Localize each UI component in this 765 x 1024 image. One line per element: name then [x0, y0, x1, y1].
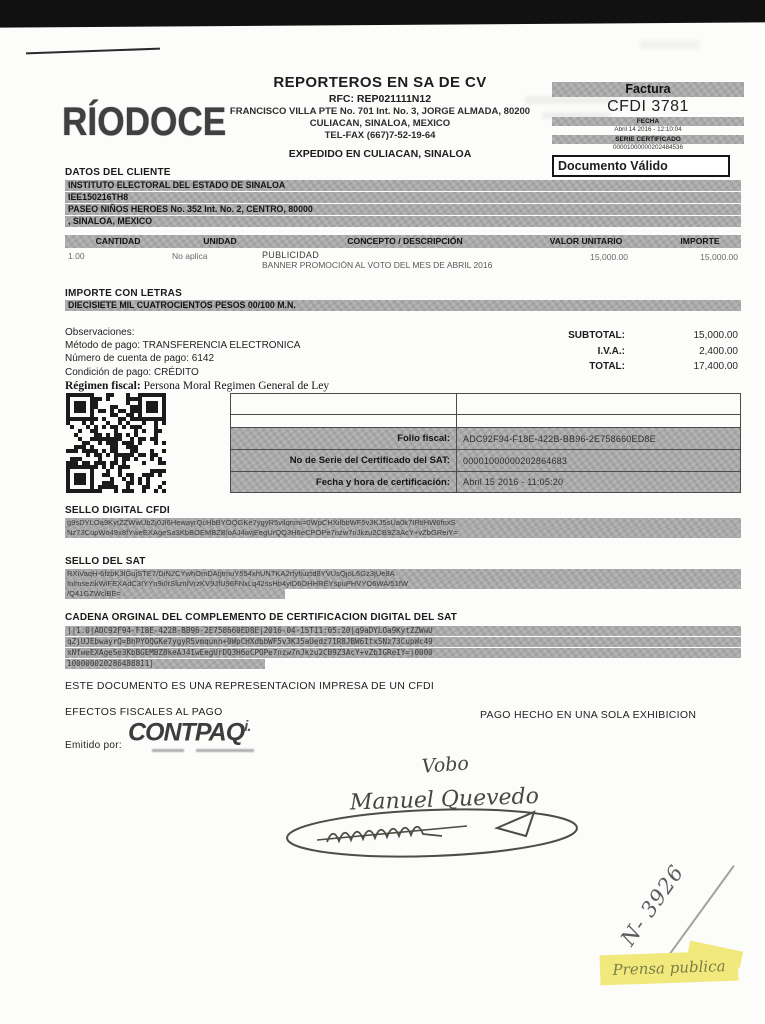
scanner-black-band	[0, 0, 765, 28]
cert-row-folio	[231, 428, 740, 450]
fecha-value: Abril 14 2016 - 12:10:04	[614, 126, 682, 133]
cadena-title: CADENA ORGINAL DEL COMPLEMENTO DE CERTIFICACION DIGITAL DEL SAT	[65, 612, 458, 623]
subtotal-label: SUBTOTAL:	[568, 330, 625, 341]
expedido-line: EXPEDIDO EN CULIACAN, SINALOA	[288, 148, 472, 160]
sello-sat-line: RXiVaqH-6fzbK3lGujSTE7/DiN2CYwhOmDAtjtmuY554xhUNTKA2rfyfiuztd8YVUsQjoL6Gz3jUe8A	[65, 569, 741, 579]
contpaq-tagline-smudge	[196, 749, 254, 752]
totales-values	[630, 328, 738, 375]
sello-cfdi-line: Nz73CupWo49x8fYweEXAgeSa3KbBOEMBZBloAJ4iwjEegUrQQ3H6eCPOPe7nzw7riJkzu2CB9Z3AcY+vZbGReiY=	[65, 528, 741, 538]
cadena-line: qZjUJEbwayrQ=BhPYOQGKe7ygyR5vmqunn+0WpCHXdbbWF5v3KJ5aUedz71R8JBW6ItxSNz73CupWc49	[65, 637, 741, 647]
totales-labels	[500, 328, 625, 375]
cliente-section-title: DATOS DEL CLIENTE	[65, 167, 171, 178]
cert-row-empty	[231, 394, 740, 415]
fecha-cert-label: Fecha y hora de certificación:	[231, 472, 457, 492]
contpaq-i-mark: i.	[244, 718, 251, 735]
contpaq-logo: $CONTPAQ^{i.}$	[128, 718, 251, 747]
cliente-direccion: PASEO NIÑOS HEROES No. 352 Int. No. 2, CENTRO, 80000	[65, 204, 741, 215]
observaciones-label: Observaciones:	[65, 327, 135, 338]
condicion-pago: Condición de pago: CRÉDITO	[65, 366, 199, 378]
company-address-2: CULIACAN, SINALOA, MEXICO	[309, 118, 451, 129]
total-value: 17,400.00	[693, 361, 738, 372]
col-unidad: UNIDAD	[203, 236, 237, 246]
item-concepto-desc: BANNER PROMOCIÓN AL VOTO DEL MES DE ABRIL 2016	[262, 260, 493, 270]
cadena-line: 100000020286488811|	[65, 659, 265, 669]
qr-code-image	[66, 393, 166, 493]
qr-code	[66, 393, 166, 493]
pago-exhibicion-line: PAGO HECHO EN UNA SOLA EXHIBICION	[480, 709, 697, 721]
riodoce-logo: RÍODOCE	[62, 100, 227, 144]
company-telfax: TEL-FAX (667)7-52-19-64	[324, 130, 436, 141]
cert-row-fecha	[231, 472, 740, 493]
company-header	[178, 74, 582, 141]
importe-letras-title: IMPORTE CON LETRAS	[65, 288, 182, 299]
regimen-fiscal-value: Persona Moral Regimen General de Ley	[140, 380, 330, 392]
sello-sat-line: /Q41GZWclBE= .	[65, 589, 285, 599]
representacion-impresa-line: ESTE DOCUMENTO ES UNA REPRESENTACION IMPRESA DE UN CFDI	[65, 680, 435, 692]
item-unidad: No aplica	[172, 251, 208, 261]
items-table-header	[65, 235, 741, 248]
handwritten-number: N- 3926	[615, 860, 689, 951]
cadena-line: xNfweEXAgeSe3KbBGEMBZBkeAJ4IwEegUrDQ3H6oCPOPe7nzw7nJkzu2CB9Z3AcY+vZbIGReIY=|0000	[65, 648, 741, 658]
cert-row-empty	[231, 415, 740, 428]
sello-cfdi-title: SELLO DIGITAL CFDI	[65, 505, 170, 516]
regimen-fiscal-line	[65, 380, 329, 392]
iva-value: 2,400.00	[699, 345, 738, 357]
col-valor-unitario: VALOR UNITARIO	[549, 236, 623, 246]
factura-box	[552, 82, 744, 177]
cuenta-pago: Número de cuenta de pago: 6142	[65, 353, 214, 365]
factura-title: Factura	[552, 82, 744, 97]
company-rfc: RFC: REP021111N12	[328, 93, 432, 105]
regimen-fiscal-label: Régimen fiscal:	[65, 380, 141, 392]
factura-folio: CFDI 3781	[607, 98, 689, 115]
serie-sat-label: No de Serie del Certificado del SAT:	[231, 450, 457, 471]
cliente-ciudad: , SINALOA, MEXICO	[65, 216, 741, 227]
fecha-cert-value: Abril 15 2016 - 11:05:20	[457, 472, 740, 492]
nombre-handwriting: Manuel Quevedo	[349, 783, 540, 816]
vobo-handwriting: Vobo	[421, 752, 470, 778]
item-valor-unitario: 15,000.00	[590, 252, 628, 262]
serie-sat-value: 00001000000202864683	[457, 450, 740, 471]
serie-certificado-label: SERIE CERTIFICADO	[552, 135, 744, 144]
item-concepto-titulo: PUBLICIDAD	[262, 250, 320, 260]
contpaq-tagline-smudge	[152, 749, 184, 752]
certificacion-table	[230, 393, 741, 493]
handwritten-signature	[282, 748, 592, 858]
prensa-publica-annotation: Prensa publica	[600, 951, 739, 986]
col-concepto: CONCEPTO / DESCRIPCIÓN	[347, 236, 463, 246]
sello-sat-line: InlmsezikWiFEXAdC3IYYn9i0rSliznfVrzKV9JfU96FNxLq42ssHb4yiD6OHHREYspuPHVYO6WA/51fW	[65, 579, 741, 589]
cliente-rfc: IEE150216TH8	[65, 192, 741, 203]
item-cantidad: 1.00	[68, 251, 85, 261]
observaciones-block	[65, 326, 300, 379]
company-address-1: FRANCISCO VILLA PTE No. 701 Int. No. 3, JORGE ALMADA, 80200	[229, 106, 531, 117]
item-importe: 15,000.00	[700, 252, 738, 262]
total-label: TOTAL:	[589, 361, 625, 372]
documento-valido-stamp: Documento Válido	[552, 155, 730, 177]
folio-fiscal-value: ADC92F94-F18E-422B-BB96-2E758660ED8E	[457, 428, 740, 449]
company-name: REPORTEROS EN SA DE CV	[273, 74, 487, 91]
bleed-through-artifact	[640, 40, 700, 49]
cadena-line: ||1.0|ADC92F94-F18E-422B-BB96-2E758660ED8E|2016-04-15T11:05:20|q9aDYLOa9KytZZWwU	[65, 626, 741, 636]
importe-letras-value: DIECISIETE MIL CUATROCIENTOS PESOS 00/100 M.N.	[65, 300, 741, 311]
folio-fiscal-label: Folio fiscal:	[231, 428, 457, 449]
efectos-fiscales-line: EFECTOS FISCALES AL PAGO	[65, 706, 223, 718]
emitido-por-label: Emitido por:	[65, 740, 122, 751]
cert-row-serie	[231, 450, 740, 472]
col-importe: IMPORTE	[680, 236, 720, 246]
serie-certificado-value: 00001000000202484536	[612, 144, 684, 151]
iva-label: I.V.A.:	[597, 345, 625, 357]
scanner-stray-mark	[26, 48, 160, 55]
subtotal-value: 15,000.00	[693, 330, 738, 341]
fecha-label: FECHA	[552, 117, 744, 126]
metodo-pago: Método de pago: TRANSFERENCIA ELECTRONICA	[65, 340, 301, 352]
col-cantidad: CANTIDAD	[95, 236, 141, 246]
sello-cfdi-line: g9sDYLOa9KytZZWwUbZj0Jl6HewayrQcHbBYOQGKe7ygyR5vilqnmi=0WpCHXilbbWF5v3KJ5sUa0k7IRtlHW6fnxS	[65, 518, 741, 528]
sello-sat-title: SELLO DEL SAT	[65, 556, 146, 567]
cliente-nombre: INSTITUTO ELECTORAL DEL ESTADO DE SINALOA	[65, 180, 741, 191]
